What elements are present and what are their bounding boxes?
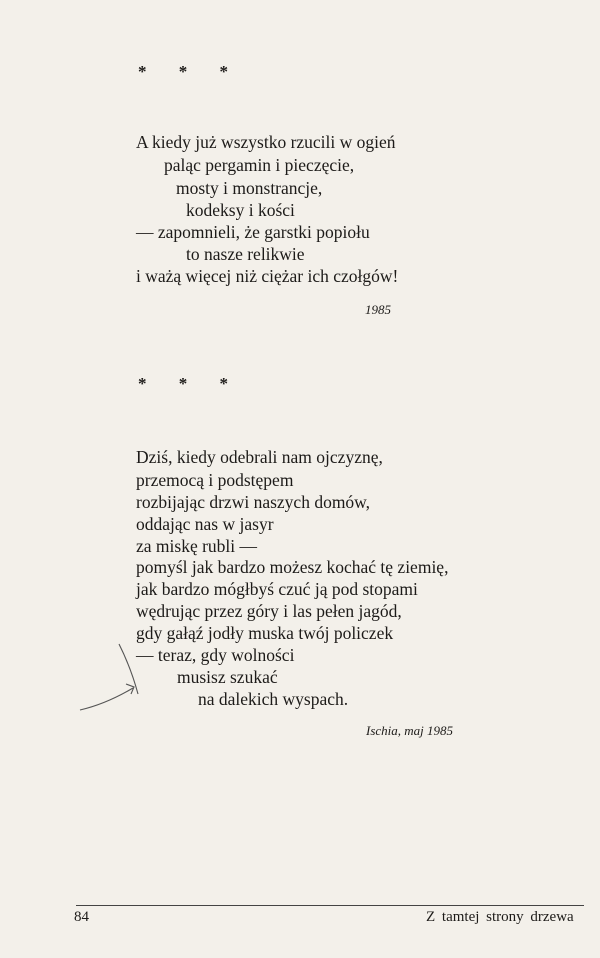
poem2-line: za miskę rubli — xyxy=(136,536,258,556)
poem1-line: kodeksy i kości xyxy=(186,200,295,220)
poem2-line: rozbijając drzwi naszych domów, xyxy=(136,492,371,512)
poem2-line: gdy gałąź jodły muska twój policzek xyxy=(136,623,394,643)
poem1-heading: * * * xyxy=(138,62,242,81)
poem2-line: pomyśl jak bardzo możesz kochać tę ziemię, xyxy=(136,557,449,577)
poem1-line: i ważą więcej niż ciężar ich czołgów! xyxy=(136,266,399,286)
poem1-line: to nasze relikwie xyxy=(186,244,305,264)
poem2-line: — teraz, gdy wolności xyxy=(136,645,295,665)
running-title: Z tamtej strony drzewa xyxy=(426,909,574,925)
poem1-date: 1985 xyxy=(365,302,391,317)
poem1-line: — zapomnieli, że garstki popiołu xyxy=(136,222,370,242)
poem2-line: oddając nas w jasyr xyxy=(136,514,274,534)
poem2-heading: * * * xyxy=(138,374,242,393)
poem1-line: paląc pergamin i pieczęcie, xyxy=(164,155,355,175)
poem2-line: przemocą i podstępem xyxy=(136,470,294,490)
poem2-line: jak bardzo mógłbyś czuć ją pod stopami xyxy=(136,579,418,599)
poem2-line: Dziś, kiedy odebrali nam ojczyznę, xyxy=(136,447,383,467)
poem2-line: na dalekich wyspach. xyxy=(198,689,349,709)
poem2-line: musisz szukać xyxy=(177,667,278,687)
pencil-arrow-annotation xyxy=(76,638,156,718)
footer-rule xyxy=(76,905,584,906)
poem1-line: A kiedy już wszystko rzucili w ogień xyxy=(136,132,396,152)
poem1-line: mosty i monstrancje, xyxy=(176,178,323,198)
page-number: 84 xyxy=(74,909,89,925)
poem2-line: wędrując przez góry i las pełen jagód, xyxy=(136,601,402,621)
poem2-date: Ischia, maj 1985 xyxy=(366,723,454,738)
